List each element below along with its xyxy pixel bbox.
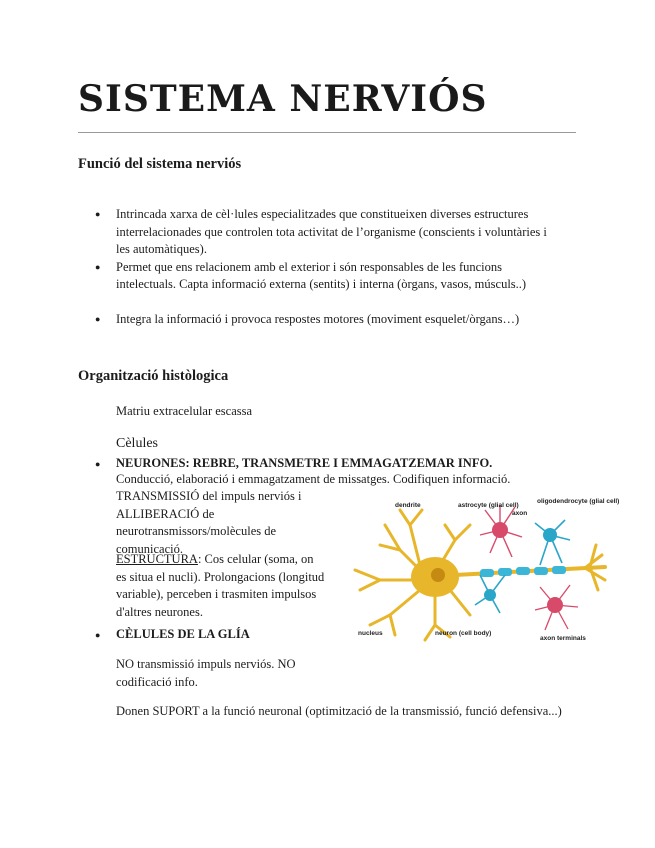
label-axon-terminals: axon terminals bbox=[540, 635, 586, 642]
title-divider bbox=[78, 132, 576, 133]
lower-oligodendrocyte-illustration bbox=[475, 575, 505, 613]
lower-astrocyte-illustration bbox=[535, 585, 578, 630]
section-heading-organitzacio: Organització històlogica bbox=[78, 368, 229, 384]
section-heading-funcio: Funció del sistema nerviós bbox=[78, 156, 242, 172]
glia-line-1: NO transmissió impuls nerviós. NO codificació info. bbox=[116, 657, 296, 689]
cells-heading: Cèlules bbox=[116, 436, 158, 451]
list-item: ● Integra la informació i provoca respostes motores (moviment esquelet/òrgans…) bbox=[78, 311, 563, 329]
label-neuron-cell-body: neuron (cell body) bbox=[435, 630, 492, 637]
list-item: ● Intrincada xarxa de cèl·lules especialitzades que constitueixen diverses estructures interrelacionades que controlen tota activitat de l’organisme (conscients i voluntàries i les automàtiques). bbox=[78, 206, 563, 259]
neurones-title: NEURONES: REBRE, TRANSMETRE I EMMAGATZEMAR INFO. bbox=[116, 456, 493, 470]
label-astrocyte: astrocyte (glial cell) bbox=[458, 502, 519, 509]
neurones-estructura bbox=[116, 551, 326, 621]
list-item: ● Permet que ens relacionem amb el exterior i són responsables de les funcions intelectuals. Capta informació externa (sentits) i interna (òrgans, vasos, músculs..) bbox=[78, 259, 563, 294]
label-oligodendrocyte: oligodendrocyte (glial cell) bbox=[537, 498, 620, 505]
oligodendrocyte-illustration bbox=[535, 520, 570, 565]
neurones-transmissio: TRANSMISSIÓ del impuls nerviós i ALLIBERACIÓ de neurotransmissors/molècules de comunicació. bbox=[116, 489, 302, 556]
bullet-marker: ● bbox=[95, 459, 101, 469]
neuron-glia-diagram bbox=[340, 495, 620, 645]
neurones-line: Conducció, elaboració i emmagatzament de missatges. Codifiquen informació. bbox=[116, 472, 511, 486]
label-dendrite: dendrite bbox=[395, 502, 421, 509]
label-axon: axon bbox=[512, 510, 528, 517]
estructura-text: : Cos celular (soma, on es situa el nucli). Prolongacions (longitud variable), perceben i trasmiten impulsos d'altres neurones. bbox=[116, 552, 325, 619]
neuron-nucleus bbox=[431, 568, 445, 582]
myelin-sheath bbox=[480, 566, 566, 577]
label-nucleus: nucleus bbox=[358, 630, 383, 637]
matriu-text: Matriu extracelular escassa bbox=[116, 404, 253, 418]
glia-line-2: Donen SUPORT a la funció neuronal (optimització de la transmissió, funció defensiva...) bbox=[116, 704, 562, 718]
glia-title: CÈLULES DE LA GLÍA bbox=[116, 627, 250, 641]
bullet-marker: ● bbox=[95, 630, 101, 640]
estructura-label: ESTRUCTURA bbox=[116, 552, 198, 566]
funcio-bullet-list bbox=[78, 206, 563, 328]
page-title: SISTEMA NERVIÓS bbox=[78, 78, 488, 120]
